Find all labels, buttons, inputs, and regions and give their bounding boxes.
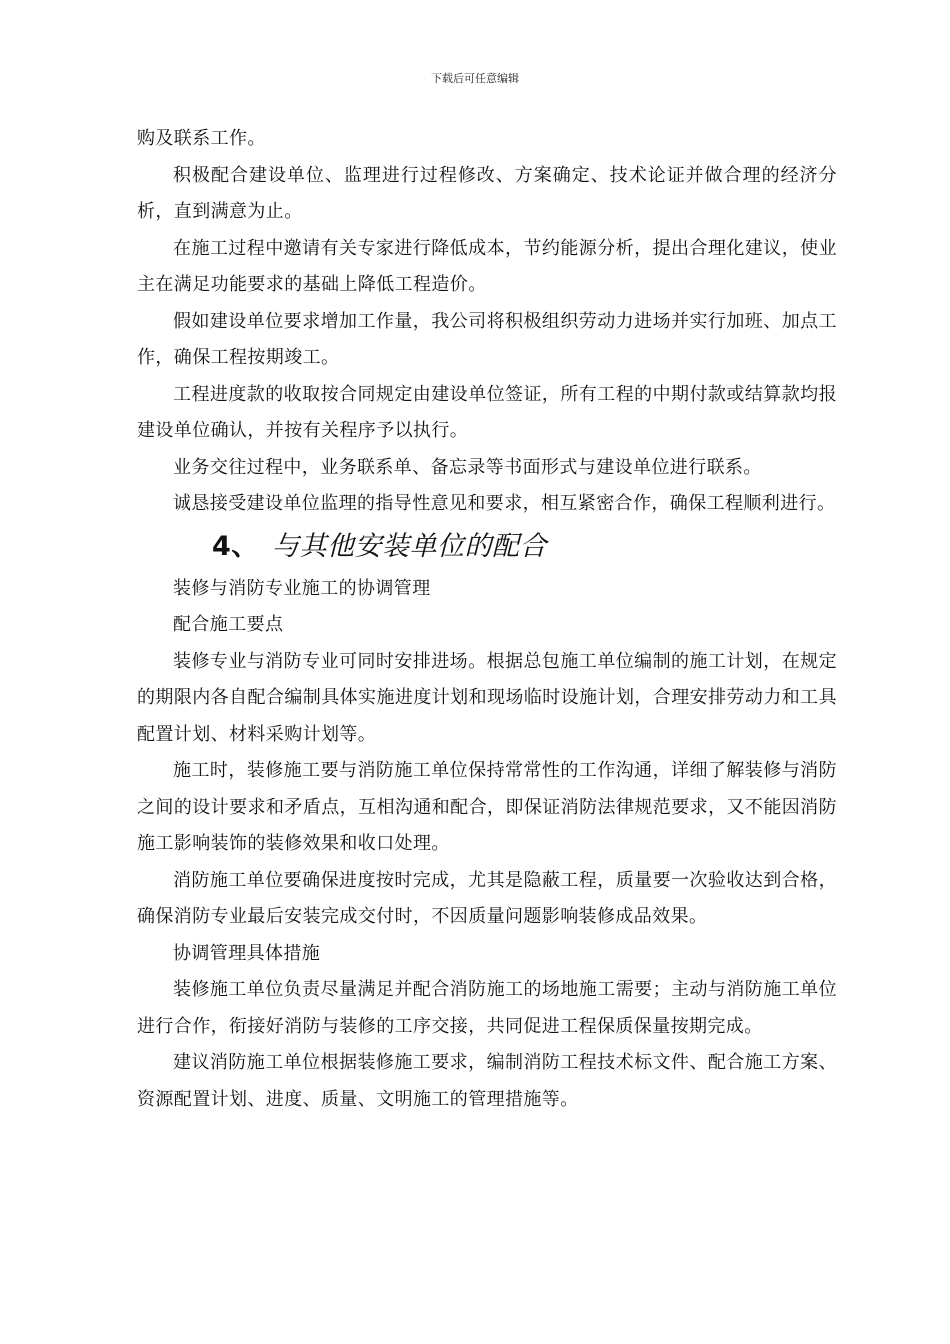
subheading: 装修与消防专业施工的协调管理 bbox=[173, 577, 431, 599]
section-heading bbox=[137, 527, 837, 567]
paragraph: 装修施工单位负责尽量满足并配合消防施工的场地施工需要；主动与消防施工单位进行合作，衔接好消防与装修的工序交接，共同促进工程保质保量按期完成。 bbox=[137, 979, 837, 1037]
paragraph: 施工时，装修施工要与消防施工单位保持常常性的工作沟通，详细了解装修与消防之间的设计要求和矛盾点，互相沟通和配合，即保证消防法律规范要求，又不能因消防施工影响装饰的装修效果和收口处理。 bbox=[137, 760, 837, 854]
paragraph: 工程进度款的收取按合同规定由建设单位签证，所有工程的中期付款或结算款均报建设单位确认，并按有关程序予以执行。 bbox=[137, 383, 837, 441]
section-number: 4、 bbox=[212, 530, 259, 562]
document-body bbox=[137, 121, 837, 1118]
paragraph: 在施工过程中邀请有关专家进行降低成本，节约能源分析，提出合理化建议，使业主在满足功能要求的基础上降低工程造价。 bbox=[137, 237, 837, 295]
section-title: 与其他安装单位的配合 bbox=[272, 530, 547, 562]
paragraph: 购及联系工作。 bbox=[137, 128, 266, 149]
paragraph: 积极配合建设单位、监理进行过程修改、方案确定、技术论证并做合理的经济分析，直到满意为止。 bbox=[137, 164, 837, 222]
subheading: 协调管理具体措施 bbox=[173, 942, 321, 964]
paragraph: 假如建设单位要求增加工作量，我公司将积极组织劳动力进场并实行加班、加点工作，确保工程按期竣工。 bbox=[137, 310, 837, 368]
subheading: 配合施工要点 bbox=[173, 614, 284, 635]
page-header: 下载后可任意编辑 bbox=[431, 72, 519, 85]
paragraph: 业务交往过程中，业务联系单、备忘录等书面形式与建设单位进行联系。 bbox=[173, 456, 762, 478]
paragraph: 装修专业与消防专业可同时安排进场。根据总包施工单位编制的施工计划，在规定的期限内各自配合编制具体实施进度计划和现场临时设施计划，合理安排劳动力和工具配置计划、材料采购计划等。 bbox=[137, 650, 837, 745]
paragraph: 诚恳接受建设单位监理的指导性意见和要求，相互紧密合作，确保工程顺利进行。 bbox=[173, 493, 836, 514]
paragraph: 建议消防施工单位根据装修施工要求，编制消防工程技术标文件、配合施工方案、资源配置计划、进度、质量、文明施工的管理措施等。 bbox=[137, 1052, 837, 1110]
paragraph: 消防施工单位要确保进度按时完成，尤其是隐蔽工程，质量要一次验收达到合格，确保消防专业最后安装完成交付时，不因质量问题影响装修成品效果。 bbox=[137, 869, 837, 927]
